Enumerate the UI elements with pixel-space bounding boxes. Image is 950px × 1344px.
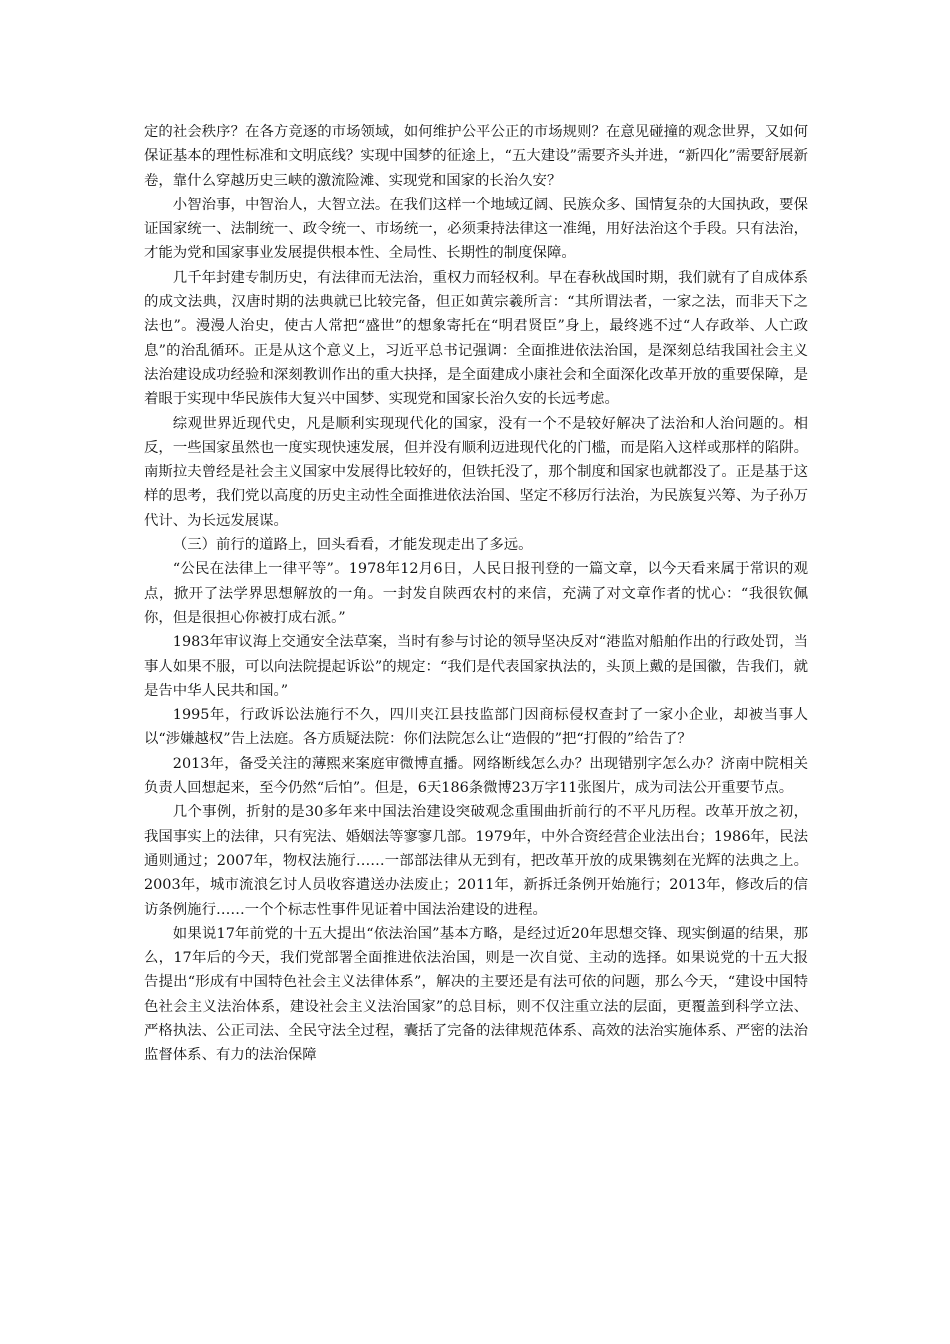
paragraph-6: “公民在法律上一律平等”。1978年12月6日，人民日报刊登的一篇文章，以今天看来属于常识的观点，掀开了法学界思想解放的一角。一封发自陕西农村的来信，充满了对文章作者的忧心：“我很钦佩你，但是很担心你被打成右派。” bbox=[144, 561, 808, 626]
paragraph-10: 几个事例，折射的是30多年来中国法治建设突破观念重围曲折前行的不平凡历程。改革开放之初，我国事实上的法律，只有宪法、婚姻法等寥寥几部。1979年，中外合资经营企业法出台；1986年，民法通则通过；2007年，物权法施行……一部部法律从无到有，把改革开放的成果镌刻在光辉的法典之上。2003年，城市流浪乞讨人员收容遣送办法废止；2011年，新拆迁条例开始施行；2013年，修改后的信访条例施行……一个个标志性事件见证着中国法治建设的进程。 bbox=[144, 804, 808, 918]
paragraph-11: 如果说17年前党的十五大提出“依法治国”基本方略，是经过近20年思想交锋、现实倒逼的结果，那么，17年后的今天，我们党部署全面推进依法治国，则是一次自觉、主动的选择。如果说党的十五大报告提出“形成有中国特色社会主义法律体系”，解决的主要还是有法可依的问题，那么今天，“建设中国特色社会主义法治体系，建设社会主义法治国家”的总目标，则不仅注重立法的层面，更覆盖到科学立法、严格执法、公正司法、全民守法全过程，囊括了完备的法律规范体系、高效的法治实施体系、严密的法治监督体系、有力的法治保障 bbox=[144, 925, 808, 1064]
paragraph-9: 2013年，备受关注的薄熙来案庭审微博直播。网络断线怎么办？出现错别字怎么办？济南中院相关负责人回想起来，至今仍然“后怕”。但是，6天186条微博23万字11张图片，成为司法公开重要节点。 bbox=[144, 755, 808, 797]
paragraph-1: 定的社会秩序？在各方竞逐的市场领域，如何维护公平公正的市场规则？在意见碰撞的观念世界，又如何保证基本的理性标准和文明底线？实现中国梦的征途上，“五大建设”需要齐头并进，“新四化”需要舒展新卷，靠什么穿越历史三峡的激流险滩、实现党和国家的长治久安？ bbox=[144, 124, 808, 189]
document-page bbox=[144, 120, 808, 1068]
section-heading-3: （三）前行的道路上，回头看看，才能发现走出了多远。 bbox=[172, 537, 533, 554]
paragraph-7: 1983年审议海上交通安全法草案，当时有参与讨论的领导坚决反对“港监对船舶作出的行政处罚，当事人如果不服，可以向法院提起诉讼”的规定：“我们是代表国家执法的，头顶上戴的是国徽，告我们，就是告中华人民共和国。” bbox=[144, 634, 808, 699]
paragraph-4: 综观世界近现代史，凡是顺利实现现代化的国家，没有一个不是较好解决了法治和人治问题的。相反，一些国家虽然也一度实现快速发展，但并没有顺利迈进现代化的门槛，而是陷入这样或那样的陷阱。南斯拉夫曾经是社会主义国家中发展得比较好的，但铁托没了，那个制度和国家也就都没了。正是基于这样的思考，我们党以高度的历史主动性全面推进依法治国、坚定不移厉行法治，为民族复兴筹、为子孙万代计、为长远发展谋。 bbox=[144, 415, 808, 529]
paragraph-2: 小智治事，中智治人，大智立法。在我们这样一个地域辽阔、民族众多、国情复杂的大国执政，要保证国家统一、法制统一、政令统一、市场统一，必须秉持法律这一准绳，用好法治这个手段。只有法治，才能为党和国家事业发展提供根本性、全局性、长期性的制度保障。 bbox=[144, 196, 808, 262]
paragraph-8: 1995年，行政诉讼法施行不久，四川夹江县技监部门因商标侵权查封了一家小企业，却被当事人以“涉嫌越权”告上法庭。各方质疑法院：你们法院怎么让“造假的”把“打假的”给告了？ bbox=[144, 707, 808, 748]
paragraph-3: 几千年封建专制历史，有法律而无法治，重权力而轻权利。早在春秋战国时期，我们就有了自成体系的成文法典，汉唐时期的法典就已比较完备，但正如黄宗羲所言：“其所谓法者，一家之法，而非天下之法也”。漫漫人治史，使古人常把“盛世”的想象寄托在“明君贤臣”身上，最终逃不过“人存政举、人亡政息”的治乱循环。正是从这个意义上，习近平总书记强调：全面推进依法治国，是深刻总结我国社会主义法治建设成功经验和深刻教训作出的重大抉择，是全面建成小康社会和全面深化改革开放的重要保障，是着眼于实现中华民族伟大复兴中国梦、实现党和国家长治久安的长远考虑。 bbox=[144, 269, 808, 408]
